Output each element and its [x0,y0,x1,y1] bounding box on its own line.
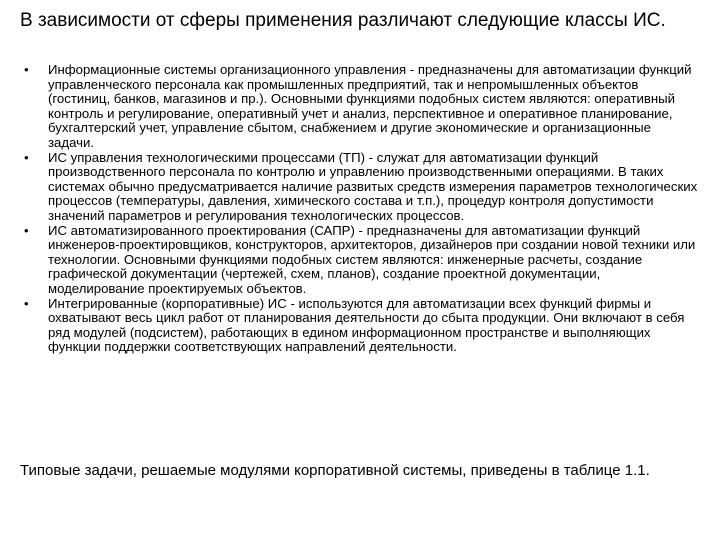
footer-text: Типовые задачи, решаемые модулями корпоративной системы, приведены в таблице 1.1. [20,462,650,479]
classes-list [20,63,700,355]
list-item-text: Интегрированные (корпоративные) ИС - используются для автоматизации всех функций фирмы и охватывают весь цикл работ от планирования деятельности до сбыта продукции. Они включают в себя ряд модулей (подсистем), работающих в едином информационном пространстве и выполняющих функции поддержки соответствующих направлений деятельности. [48,295,685,355]
bullet-icon: • [24,222,29,238]
list-item [20,297,700,355]
list-item-text: ИС управления технологическими процессами (ТП) - служат для автоматизации функций производственного персонала по контролю и управлению производственными операциями. В таких системах обычно предусматривается наличие развитых средств измерения параметров технологических процессов (температуры, давления, химического состава и т.п.), процедур контроля допустимости значений параметров и регулирования технологических процессов. [48,149,698,223]
bullet-icon: • [24,62,29,77]
list-item [20,151,700,224]
list-item [20,63,700,151]
list-item-text: ИС автоматизированного проектирования (САПР) - предназначены для автоматизации функций инженеров-проектировщиков, конструкторов, архитекторов, дизайнеров при создании новой техники или технологии. Основными функциями подобных систем являются: инженерные расчеты, создание графической документации (чертежей, схем, планов), создание проектной документации, моделирование проектируемых объектов. [48,222,696,296]
list-item-text: Информационные системы организационного управления - предназначены для автоматизации функций управленческого персонала как промышленных предприятий, так и непромышленных объектов (гостиниц, банков, магазинов и пр.). Основными функциями подобных систем являются: оперативный контроль и регулирование, оперативный учет и анализ, перспективное и оперативное планирование, бухгалтерский учет, управление сбытом, снабжением и другие экономические и организационные задачи. [48,62,692,150]
page-heading: В зависимости от сферы применения различают следующие классы ИС. [20,10,666,31]
list-item [20,224,700,297]
bullet-icon: • [24,149,29,165]
bullet-icon: • [24,295,29,311]
